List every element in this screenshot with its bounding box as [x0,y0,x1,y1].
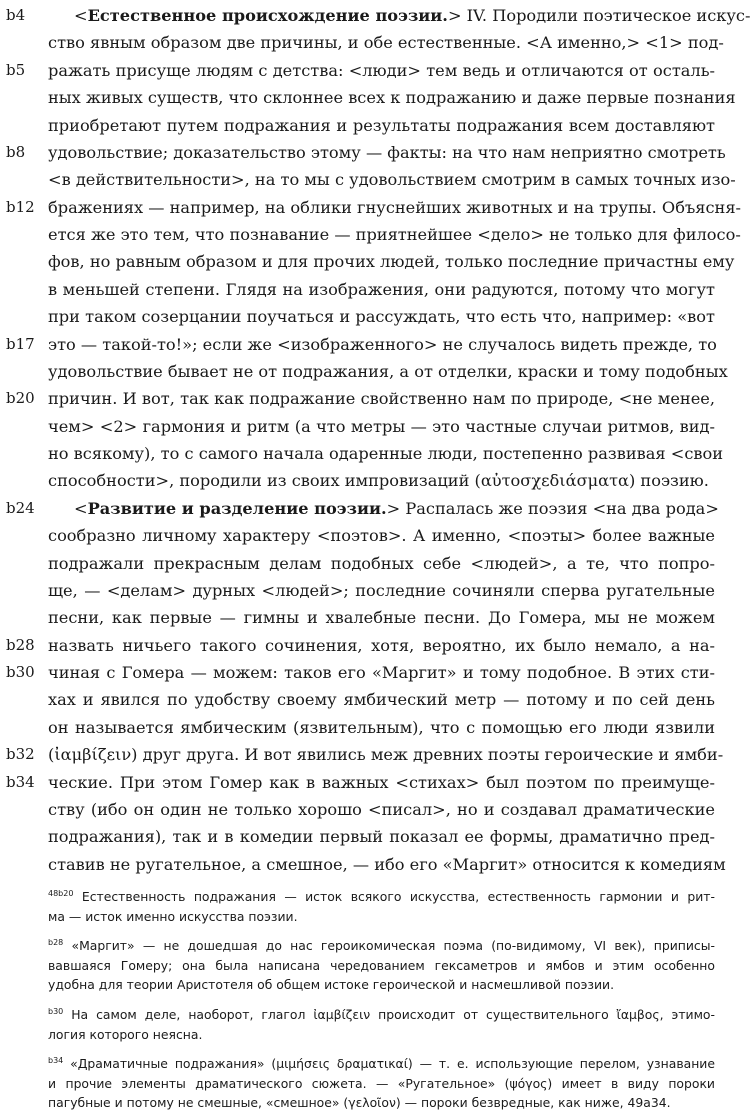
footnote-line [0,907,718,927]
text-line [0,495,718,522]
line-text [74,495,719,522]
bekker-margin-number: b30 [6,663,35,681]
line-text: удовольствие; доказательство этому — факты: на что нам неприятно смотреть [48,142,726,162]
bekker-margin-number: b12 [6,197,35,216]
line-text: ных живых существ, что склоннее всех к подражанию и даже первые познания [48,88,736,108]
text-line [0,851,726,878]
footnote-gap [0,995,718,1005]
line-text: сообразно личному характеру <поэтов>. А именно, <поэты> более важные [48,526,715,546]
text-line [0,331,718,358]
bekker-margin-number: b24 [6,498,35,517]
line-text: ческие. При этом Гомер как в важных <стихах> был поэтом по преимуще- [48,772,715,792]
open-bracket: < [74,6,88,25]
footnote-line-text: удобна для теории Аристотеля об общем истоке героической и насмешливой поэзии. [48,977,615,993]
text-line [0,741,724,768]
footnote-text [48,1054,715,1074]
line-text: ставив не ругательное, а смешное, — ибо его «Маргит» относится к комедиям [48,854,726,874]
line-text: назвать ничьего такого сочинения, хотя, вероятно, их было немало, а на- [48,635,715,655]
footnote-text [48,887,715,907]
text-line [0,84,736,111]
footnote-line-text: ма — исток именно искусства поэзии. [48,908,298,924]
footnote-text [48,1074,715,1094]
line-text: песни, как первые — гимны и хвалебные песни. До Гомера, мы не можем [48,608,715,628]
footnotes [0,887,718,1113]
bekker-margin-number: b17 [6,334,35,353]
line-text: это — такой-то!»; если же <изображенного> не случалось видеть прежде, то [48,334,717,354]
text-line [0,29,724,56]
footnote-line [0,1074,718,1094]
text-line [0,577,718,604]
footnote-gap [0,926,718,936]
line-text: в меньшей степени. Глядя на изображения, они радуются, потому что могут [48,279,715,299]
footnote-gap [0,1044,718,1054]
bekker-margin-number: b5 [6,60,26,79]
bekker-margin-number: b8 [6,142,26,161]
line-text: (ἰαμβίζειν) друг друга. И вот явились меж древних поэты героические и ямби- [48,745,724,765]
footnote-line [0,1025,718,1045]
text-line [0,385,718,412]
text-line [0,194,741,221]
text-line [0,686,718,713]
footnote-text [48,907,715,927]
footnote-line [0,956,718,976]
footnote-line-text: и прочие элементы драматического сюжета. — «Ругательное» (ψόγος) имеет в виду пороки [48,1075,715,1091]
main-text [0,2,750,878]
footnote-line [0,1093,718,1113]
section-heading: Естественное происхождение поэзии. [87,6,448,25]
line-text [74,2,750,29]
footnote-line-text: пагубные и потому не смешные, «смешное» (γελοῖον) — пороки безвредные, как ниже, 49a34. [48,1095,671,1111]
bekker-margin-number: b4 [6,6,26,24]
bekker-margin-number: b34 [6,772,35,791]
line-text: удовольствие бывает не от подражания, а от отделки, краски и тому подобных [48,361,728,381]
line-text: чиная с Гомера — можем: таков его «Маргит» и тому подобное. В этих сти- [48,663,715,682]
footnote-line [0,1005,718,1025]
text-line [0,714,718,741]
text-line [0,112,718,139]
line-text: причин. И вот, так как подражание свойственно нам по природе, <не менее, [48,389,715,409]
line-text: но всякому), то с самого начала одаренные люди, постепенно развивая <свои [48,444,724,463]
footnote-text [48,975,715,995]
footnote-text [48,1005,715,1025]
footnote-ref: b34 [48,1056,64,1066]
text-line [0,413,718,440]
line-text: он называется ямбическим (язвительным), что с помощью его люди язвили [48,717,715,737]
text-line [0,604,718,631]
footnote-line [0,936,718,956]
line-text: ству (ибо он один не только хорошо <писал>, но и создавал драматические [48,799,715,819]
line-text: хах и явился по удобству своему ямбический метр — потому и по сей день [48,690,715,710]
text-line [0,221,741,248]
line-text: чем> <2> гармония и ритм (а что метры — это частные случаи ритмов, вид- [48,416,715,436]
line-text: ражать присуще людям с детства: <люди> тем ведь и отличаются от осталь- [48,60,715,80]
line-text: подражания), так и в комедии первый показал ее формы, драматично пред- [48,827,715,847]
footnote-line-text: На самом деле, наоборот, глагол ἰαμβίζειν происходит от существительного ἴαμβος, этимо- [71,1006,715,1022]
text-line [0,632,718,659]
line-text: ется же это тем, что познавание — приятнейшее <дело> не только для филосо- [48,225,741,244]
text-line [0,276,718,303]
footnote-text [48,956,715,976]
section-heading: Развитие и разделение поэзии. [87,498,387,518]
footnote-line [0,887,718,907]
line-text: способности>, породили из своих импровизаций (αὐτοσχεδιάσματα) поэзию. [48,471,709,491]
text-line [0,440,724,467]
text-line [0,2,750,29]
footnote-text [48,936,715,956]
line-text: подражали прекрасным делам подобных себе <людей>, а те, что попро- [48,553,715,573]
text-line [0,550,718,577]
line-text: бражениях — например, на облики гнуснейших животных и на трупы. Объясня- [48,197,741,217]
text-line [0,522,718,549]
footnote-text [48,1025,715,1045]
text-line [0,303,718,330]
line-text: приобретают путем подражания и результаты подражания всем доставляют [48,115,715,135]
footnote-line-text: «Маргит» — не дошедшая до нас героикомическая поэма (по-видимому, VI век), приписы- [71,938,715,954]
text-line [0,659,718,686]
line-text: ство явным образом две причины, и обе естественные. <А именно,> <1> под- [48,33,724,53]
footnote-line-text: логия которого неясна. [48,1026,203,1042]
footnote-line [0,1054,718,1074]
footnote-ref: b28 [48,938,64,948]
text-line [0,139,726,166]
bekker-margin-number: b20 [6,389,35,408]
text-line [0,166,736,193]
text-line [0,248,735,275]
line-text: ще, — <делам> дурных <людей>; последние сочиняли сперва ругательные [48,580,715,600]
text-line [0,358,728,385]
line-text: <в действительности>, на то мы с удовольствием смотрим в самых точных изо- [48,170,736,190]
line-text-rest: > IV. Породили поэтическое искус- [447,6,750,25]
footnote-line-text: «Драматичные подражания» (μιμήσεις δραματικαί) — т. е. использующие перелом, узнавание [70,1056,715,1072]
bekker-margin-number: b32 [6,745,35,764]
text-line [0,769,718,796]
open-bracket: < [74,498,88,518]
line-text: при таком созерцании поучаться и рассуждать, что есть что, например: «вот [48,307,715,327]
text-line [0,823,718,850]
text-line [0,57,718,84]
line-text-rest: > Распалась же поэзия <на два рода> [386,498,719,518]
footnote-line-text: вавшаяся Гомеру; она была написана чередованием гексаметров и ямбов и этим особенно [48,957,715,973]
text-line [0,467,718,494]
footnote-line-text: Естественность подражания — исток всякого искусства, естественность гармонии и рит- [81,889,715,904]
footnote-ref: b30 [48,1006,64,1016]
bekker-margin-number: b28 [6,635,35,654]
footnote-ref: 48b20 [48,889,74,898]
footnote-line [0,975,718,995]
line-text: фов, но равным образом и для прочих людей, только последние причастны ему [48,252,735,272]
text-line [0,796,718,823]
footnote-text [48,1093,715,1113]
